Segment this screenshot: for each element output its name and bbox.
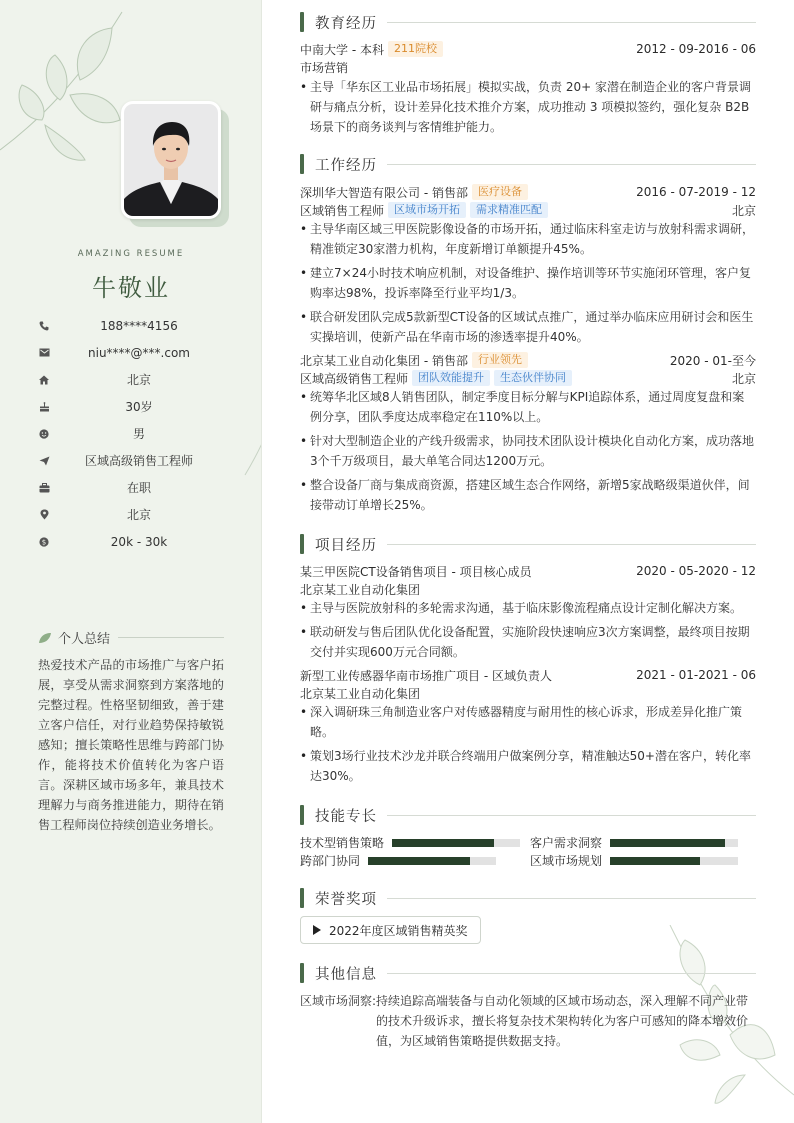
play-triangle-icon bbox=[313, 925, 321, 935]
section-skills-heading bbox=[300, 805, 756, 825]
home-icon bbox=[36, 375, 52, 385]
project-name: 新型工业传感器华南市场推广项目 - 区域负责人 bbox=[300, 668, 552, 683]
job-1-role-row bbox=[300, 201, 756, 219]
list-item: • 深入调研珠三角制造业客户对传感器精度与耐用性的核心诉求，形成差异化推广策略。 bbox=[300, 702, 756, 742]
skill-name: 跨部门协同 bbox=[300, 854, 361, 868]
info-value: 188****4156 bbox=[100, 318, 178, 333]
leaf-icon bbox=[38, 632, 52, 644]
skill-bar-fill bbox=[610, 857, 700, 865]
section-other-heading bbox=[300, 963, 756, 983]
job-city: 北京 bbox=[731, 203, 756, 218]
phone-icon bbox=[36, 321, 52, 331]
info-gender bbox=[36, 420, 226, 447]
project-2-org-row bbox=[300, 684, 756, 702]
section-title: 教育经历 bbox=[315, 15, 377, 32]
location-pin-icon bbox=[36, 509, 52, 520]
info-target-position bbox=[36, 447, 226, 474]
education-date: 2012 - 09-2016 - 06 bbox=[636, 42, 756, 56]
personal-info-list bbox=[36, 312, 226, 555]
job-date: 2020 - 01-至今 bbox=[669, 353, 756, 368]
skill-item bbox=[530, 834, 738, 851]
project-org: 北京某工业自动化集团 bbox=[300, 582, 421, 597]
job-role-tag: 生态伙伴协同 bbox=[494, 370, 572, 386]
mail-icon bbox=[36, 348, 52, 357]
info-value: 30岁 bbox=[125, 400, 153, 414]
list-item: • 策划3场行业技术沙龙并联合终端用户做案例分享，精准触达50+潜在客户，转化率达30%。 bbox=[300, 746, 756, 786]
job-role-tag: 团队效能提升 bbox=[412, 370, 490, 386]
project-2-header bbox=[300, 666, 756, 684]
skill-bar-fill bbox=[610, 839, 725, 847]
info-salary bbox=[36, 528, 226, 555]
skill-item bbox=[300, 852, 496, 869]
project-1-org-row bbox=[300, 580, 756, 598]
avatar-photo bbox=[121, 101, 221, 219]
project-org: 北京某工业自动化集团 bbox=[300, 686, 421, 701]
summary-text: 热爱技术产品的市场推广与客户拓展，享受从需求洞察到方案落地的完整过程。性格坚韧细致，善于建立客户信任，对行业趋势保持敏锐感知；擅长策略性思维与跨部门协作，能将技术价值转化为客户语言。深耕区域市场多年，兼具技术理解力与商务推进能力，期待在销售工程师岗位持续创造业务增长。 bbox=[38, 658, 224, 832]
section-marker bbox=[300, 963, 304, 983]
section-marker bbox=[300, 154, 304, 174]
section-title: 技能专长 bbox=[315, 808, 377, 825]
info-status bbox=[36, 474, 226, 501]
section-title: 工作经历 bbox=[315, 157, 377, 174]
section-title: 荣誉奖项 bbox=[315, 891, 377, 908]
summary-heading bbox=[38, 628, 224, 647]
job-company: 北京某工业自动化集团 - 销售部 bbox=[300, 353, 468, 368]
project-name: 某三甲医院CT设备销售项目 - 项目核心成员 bbox=[300, 564, 532, 579]
list-item: • 统筹华北区域8人销售团队，制定季度目标分解与KPI追踪体系，通过周度复盘和案例分享，团队季度达成率稳定在110%以上。 bbox=[300, 387, 756, 427]
list-item: • 整合设备厂商与集成商资源，搭建区域生态合作网络，新增5家战略级渠道伙伴，间接带动订单增长25%。 bbox=[300, 475, 756, 515]
project-1-bullets bbox=[300, 598, 756, 666]
job-1-bullets bbox=[300, 219, 756, 351]
section-projects-heading bbox=[300, 534, 756, 554]
job-2-header bbox=[300, 351, 756, 369]
job-2-role-row bbox=[300, 369, 756, 387]
money-icon bbox=[36, 537, 52, 547]
job-1-header bbox=[300, 183, 756, 201]
section-marker bbox=[300, 534, 304, 554]
smiley-icon bbox=[36, 429, 52, 439]
skill-bar-fill bbox=[368, 857, 470, 865]
skill-name: 区域市场规划 bbox=[530, 854, 603, 868]
list-item: • 主导华南区域三甲医院影像设备的市场开拓，通过临床科室走访与放射科需求调研，精准锁定30家潜力机构，年度新增订单额提升45%。 bbox=[300, 219, 756, 259]
info-value: niu****@***.com bbox=[88, 345, 190, 360]
job-city: 北京 bbox=[731, 371, 756, 386]
info-value: 北京 bbox=[126, 508, 151, 522]
section-marker bbox=[300, 888, 304, 908]
job-company: 深圳华大智造有限公司 - 销售部 bbox=[300, 185, 468, 200]
info-age bbox=[36, 393, 226, 420]
leaf-branch-icon bbox=[240, 370, 262, 480]
job-company-tag: 行业领先 bbox=[472, 352, 528, 368]
section-education-heading bbox=[300, 12, 756, 32]
send-icon bbox=[36, 456, 52, 466]
other-info bbox=[300, 991, 756, 1051]
education-header-row bbox=[300, 40, 756, 58]
summary-divider bbox=[118, 637, 224, 638]
skill-bar bbox=[368, 857, 496, 865]
section-title: 项目经历 bbox=[315, 537, 377, 554]
list-item: • 主导「华东区工业品市场拓展」模拟实战，负责 20+ 家潜在制造企业的客户背景调研与痛点分析，设计差异化技术推介方案，成功推动 3 项模拟签约，强化复杂 B2B 场景下的商务谈判与客情维护能力。 bbox=[300, 77, 756, 137]
section-title: 其他信息 bbox=[315, 966, 377, 983]
leaf-decoration-icon bbox=[0, 0, 140, 170]
project-date: 2020 - 05-2020 - 12 bbox=[636, 564, 756, 578]
svg-text:$: $ bbox=[41, 538, 47, 547]
list-item: • 联动研发与售后团队优化设备配置，实施阶段快速响应3次方案调整，最终项目按期交付并实现600万元合同额。 bbox=[300, 622, 756, 662]
sidebar bbox=[0, 0, 262, 1123]
job-role-tag: 区域市场开拓 bbox=[388, 202, 466, 218]
skill-bar-fill bbox=[392, 839, 494, 847]
job-role: 区域销售工程师 bbox=[300, 203, 385, 218]
education-major: 市场营销 bbox=[300, 60, 349, 75]
list-item: • 针对大型制造企业的产线升级需求，协同技术团队设计模块化自动化方案，成功落地3个千万级项目，最大单笔合同达1200万元。 bbox=[300, 431, 756, 471]
education-school: 中南大学 - 本科 bbox=[300, 42, 384, 57]
section-divider bbox=[387, 815, 756, 816]
skill-bar bbox=[610, 839, 738, 847]
info-value: 区域高级销售工程师 bbox=[84, 454, 193, 468]
skill-name: 客户需求洞察 bbox=[530, 836, 603, 850]
skill-bar bbox=[610, 857, 738, 865]
job-2-bullets bbox=[300, 387, 756, 519]
project-1-header bbox=[300, 562, 756, 580]
education-tag: 211院校 bbox=[388, 41, 443, 57]
section-divider bbox=[387, 164, 756, 165]
info-value: 北京 bbox=[126, 373, 151, 387]
info-hometown bbox=[36, 366, 226, 393]
info-email bbox=[36, 339, 226, 366]
skill-item bbox=[300, 834, 520, 851]
other-key: 区域市场洞察: bbox=[300, 994, 377, 1008]
job-company-tag: 医疗设备 bbox=[472, 184, 528, 200]
avatar bbox=[121, 101, 223, 221]
list-item: • 联合研发团队完成5款新型CT设备的区域试点推广，通过举办临床应用研讨会和医生实操培训，使新产品在华南市场的渗透率提升40%。 bbox=[300, 307, 756, 347]
skill-name: 技术型销售策略 bbox=[300, 836, 385, 850]
info-location bbox=[36, 501, 226, 528]
section-divider bbox=[387, 898, 756, 899]
education-bullets bbox=[300, 77, 756, 141]
info-value: 20k - 30k bbox=[110, 534, 168, 549]
list-item: • 主导与医院放射科的多轮需求沟通，基于临床影像流程痛点设计定制化解决方案。 bbox=[300, 598, 756, 618]
section-divider bbox=[387, 973, 756, 974]
list-item: • 建立7×24小时技术响应机制，对设备维护、操作培训等环节实施闭环管理，客户复购率达98%，投诉率降至行业平均1/3。 bbox=[300, 263, 756, 303]
info-value: 在职 bbox=[126, 481, 151, 495]
award-badge bbox=[300, 916, 481, 944]
job-role: 区域高级销售工程师 bbox=[300, 371, 409, 386]
section-marker bbox=[300, 805, 304, 825]
section-divider bbox=[387, 544, 756, 545]
job-role-tag: 需求精准匹配 bbox=[470, 202, 548, 218]
project-date: 2021 - 01-2021 - 06 bbox=[636, 668, 756, 682]
skill-bar bbox=[392, 839, 520, 847]
candidate-name: 牛敬业 bbox=[92, 274, 170, 302]
info-value: 男 bbox=[132, 427, 145, 441]
briefcase-icon bbox=[36, 483, 52, 493]
section-divider bbox=[387, 22, 756, 23]
job-date: 2016 - 07-2019 - 12 bbox=[636, 185, 756, 199]
section-marker bbox=[300, 12, 304, 32]
summary-title: 个人总结 bbox=[58, 632, 111, 647]
other-value: 持续追踪高端装备与自动化领域的区域市场动态，深入理解不同产业带的技术升级诉求，擅长将复杂技术架构转化为客户可感知的降本增效价值，为区域销售策略提供数据支持。 bbox=[376, 994, 749, 1048]
skill-item bbox=[530, 852, 738, 869]
cake-icon bbox=[36, 402, 52, 412]
education-major-row bbox=[300, 58, 756, 76]
project-2-bullets bbox=[300, 702, 756, 790]
brand-label: AMAZING RESUME bbox=[77, 249, 185, 259]
section-work-heading bbox=[300, 154, 756, 174]
section-awards-heading bbox=[300, 888, 756, 908]
info-phone bbox=[36, 312, 226, 339]
award-name: 2022年度区域销售精英奖 bbox=[329, 923, 468, 938]
